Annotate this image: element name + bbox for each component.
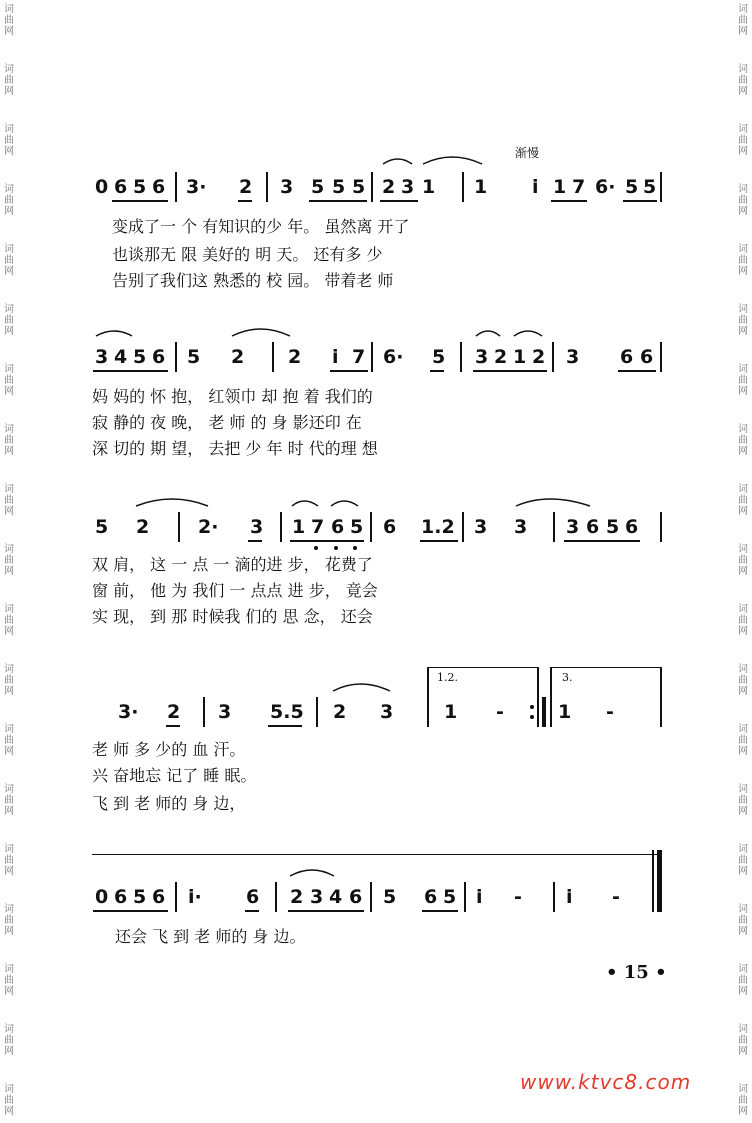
slur-marks	[0, 880, 752, 920]
watermark-stamp: 词 曲 网	[738, 364, 748, 397]
final-barline-thick	[657, 850, 662, 912]
note: 7	[352, 346, 366, 368]
note: 3	[566, 346, 580, 368]
note: 5	[443, 886, 457, 908]
note: 2	[239, 176, 253, 198]
barline	[462, 512, 464, 542]
watermark-stamp: 词 曲 网	[738, 664, 748, 697]
watermark-stamp: 词 曲 网	[738, 304, 748, 337]
note: -	[496, 701, 504, 723]
watermark-stamp: 词 曲 网	[4, 424, 14, 457]
underline	[309, 200, 367, 202]
volta-bracket	[428, 667, 538, 668]
final-barline-thin	[652, 850, 654, 912]
barline	[203, 697, 205, 727]
low-dot	[353, 546, 357, 550]
watermark-stamp: 词 曲 网	[738, 604, 748, 637]
website-watermark: www.ktvc8.com	[520, 1070, 692, 1094]
lyric-line: 也谈那无 限 美好的 明 天。 还有多 少	[112, 245, 383, 264]
watermark-stamp: 词 曲 网	[738, 184, 748, 217]
underline	[268, 725, 302, 727]
note: -	[514, 886, 522, 908]
note: 6	[620, 346, 634, 368]
slur-marks	[0, 510, 752, 550]
watermark-stamp: 词 曲 网	[4, 604, 14, 637]
note: 6	[331, 516, 345, 538]
note: i	[532, 176, 539, 198]
note: 6	[152, 176, 166, 198]
note: 5	[133, 176, 147, 198]
barline	[550, 667, 552, 727]
watermark-stamp: 词 曲 网	[4, 4, 14, 37]
note: 5	[95, 516, 109, 538]
note: 5	[350, 516, 364, 538]
barline	[660, 172, 662, 202]
lyric-line: 双 肩， 这 一 点 一 滴的进 步， 花费了	[92, 555, 373, 574]
note: 3·	[118, 701, 139, 723]
watermark-stamp: 词 曲 网	[738, 244, 748, 277]
barline	[370, 512, 372, 542]
slur-marks	[0, 170, 752, 210]
underline	[473, 370, 547, 372]
note: 3	[95, 346, 109, 368]
note: i	[476, 886, 483, 908]
watermark-stamp: 词 曲 网	[738, 1024, 748, 1057]
note: 5	[643, 176, 657, 198]
watermark-stamp: 词 曲 网	[4, 304, 14, 337]
barline	[552, 342, 554, 372]
underline	[380, 200, 418, 202]
note: 0	[95, 886, 109, 908]
note: 3	[566, 516, 580, 538]
underline	[93, 370, 168, 372]
note: 2	[532, 346, 546, 368]
note: 5	[352, 176, 366, 198]
watermark-stamp: 词 曲 网	[4, 784, 14, 817]
note: 6	[152, 346, 166, 368]
note: 3	[250, 516, 264, 538]
volta-label: 3.	[562, 671, 573, 684]
note: i·	[188, 886, 202, 908]
watermark-stamp: 词 曲 网	[738, 964, 748, 997]
watermark-stamp: 词 曲 网	[738, 844, 748, 877]
note: 1.2	[421, 516, 455, 538]
barline	[462, 172, 464, 202]
note: 2	[382, 176, 396, 198]
barline	[316, 697, 318, 727]
tempo-mark: 渐慢	[515, 146, 540, 160]
underline	[290, 540, 364, 542]
note: 1	[422, 176, 436, 198]
note: 1	[513, 346, 527, 368]
repeat-dot	[530, 705, 534, 709]
barline	[175, 172, 177, 202]
lyric-line: 实 现， 到 那 时候我 们的 思 念， 还会	[92, 607, 373, 626]
watermark-stamp: 词 曲 网	[4, 64, 14, 97]
note: 3	[514, 516, 528, 538]
section-line	[92, 854, 662, 855]
note: 5	[625, 176, 639, 198]
note: 6	[586, 516, 600, 538]
barline	[537, 667, 539, 727]
note: 4	[114, 346, 128, 368]
note: 5	[383, 886, 397, 908]
barline	[371, 172, 373, 202]
barline	[553, 882, 555, 912]
underline	[430, 370, 444, 372]
watermark-stamp: 词 曲 网	[4, 844, 14, 877]
repeat-dot	[530, 715, 534, 719]
lyric-line: 还会 飞 到 老 师的 身 边。	[115, 927, 306, 946]
note: 6	[349, 886, 363, 908]
barline	[275, 882, 277, 912]
underline	[112, 200, 168, 202]
lyric-line: 妈 妈的 怀 抱， 红领巾 却 抱 着 我们的	[92, 387, 373, 406]
lyric-line: 兴 奋地忘 记了 睡 眠。	[92, 766, 257, 785]
note: i	[566, 886, 573, 908]
volta-label: 1.2.	[437, 671, 458, 684]
note: 6	[424, 886, 438, 908]
note: 3	[218, 701, 232, 723]
note: 5	[332, 176, 346, 198]
watermark-stamp: 词 曲 网	[738, 904, 748, 937]
note: 2·	[198, 516, 219, 538]
note: 6·	[595, 176, 616, 198]
underline	[564, 540, 640, 542]
underline	[238, 200, 252, 202]
watermark-stamp: 词 曲 网	[4, 664, 14, 697]
underline	[623, 200, 657, 202]
note: 5.5	[270, 701, 304, 723]
underline	[166, 725, 180, 727]
note: -	[612, 886, 620, 908]
underline	[288, 910, 364, 912]
underline	[248, 540, 262, 542]
barline	[460, 342, 462, 372]
lyric-line: 老 师 多 少的 血 汗。	[92, 740, 246, 759]
page-number: • 15 •	[606, 962, 667, 983]
underline	[93, 910, 168, 912]
barline	[660, 512, 662, 542]
watermark-stamp: 词 曲 网	[4, 484, 14, 517]
note: -	[606, 701, 614, 723]
note: 5	[606, 516, 620, 538]
note: 2	[136, 516, 150, 538]
note: 0	[95, 176, 109, 198]
note: i	[332, 346, 339, 368]
note: 5	[187, 346, 201, 368]
watermark-stamp: 词 曲 网	[4, 544, 14, 577]
note: 3	[310, 886, 324, 908]
note: 2	[231, 346, 245, 368]
low-dot	[314, 546, 318, 550]
note: 7	[572, 176, 586, 198]
watermark-stamp: 词 曲 网	[738, 124, 748, 157]
note: 1	[444, 701, 458, 723]
barline	[660, 342, 662, 372]
underline	[245, 910, 259, 912]
barline	[660, 667, 662, 727]
barline	[427, 667, 429, 727]
note: 2	[288, 346, 302, 368]
underline	[551, 200, 587, 202]
barline	[542, 697, 546, 727]
watermark-stamp: 词 曲 网	[738, 544, 748, 577]
barline	[464, 882, 466, 912]
note: 2	[290, 886, 304, 908]
note: 6·	[383, 346, 404, 368]
note: 6	[383, 516, 397, 538]
watermark-stamp: 词 曲 网	[738, 484, 748, 517]
note: 7	[311, 516, 325, 538]
watermark-stamp: 词 曲 网	[738, 724, 748, 757]
underline	[422, 910, 458, 912]
watermark-stamp: 词 曲 网	[4, 124, 14, 157]
volta-bracket	[550, 667, 662, 668]
note: 1	[558, 701, 572, 723]
lyric-line: 飞 到 老 师的 身 边，	[92, 794, 246, 813]
watermark-stamp: 词 曲 网	[738, 4, 748, 37]
note: 3	[280, 176, 294, 198]
note: 5	[133, 886, 147, 908]
low-dot	[334, 546, 338, 550]
underline	[618, 370, 656, 372]
watermark-stamp: 词 曲 网	[738, 1084, 748, 1117]
watermark-stamp: 词 曲 网	[738, 784, 748, 817]
note: 6	[152, 886, 166, 908]
note: 1	[553, 176, 567, 198]
lyric-line: 深 切的 期 望， 去把 少 年 时 代的理 想	[92, 439, 378, 458]
watermark-stamp: 词 曲 网	[4, 1084, 14, 1117]
lyric-line: 窗 前， 他 为 我们 一 点点 进 步， 竟会	[92, 581, 378, 600]
note: 3	[380, 701, 394, 723]
note: 6	[114, 886, 128, 908]
note: 2	[494, 346, 508, 368]
note: 3·	[186, 176, 207, 198]
barline	[175, 342, 177, 372]
note: 5	[432, 346, 446, 368]
watermark-stamp: 词 曲 网	[4, 1024, 14, 1057]
note: 1	[474, 176, 488, 198]
note: 5	[133, 346, 147, 368]
note: 2	[167, 701, 181, 723]
note: 4	[329, 886, 343, 908]
watermark-stamp: 词 曲 网	[4, 184, 14, 217]
watermark-stamp: 词 曲 网	[4, 244, 14, 277]
underline	[420, 540, 458, 542]
note: 2	[333, 701, 347, 723]
watermark-stamp: 词 曲 网	[4, 964, 14, 997]
note: 6	[114, 176, 128, 198]
watermark-stamp: 词 曲 网	[4, 724, 14, 757]
note: 3	[474, 516, 488, 538]
lyric-line: 寂 静的 夜 晚， 老 师 的 身 影还印 在	[92, 413, 362, 432]
note: 6	[625, 516, 639, 538]
watermark-stamp: 词 曲 网	[4, 364, 14, 397]
underline	[330, 370, 368, 372]
watermark-stamp: 词 曲 网	[738, 64, 748, 97]
note: 5	[311, 176, 325, 198]
slur-marks	[0, 695, 752, 735]
watermark-stamp: 词 曲 网	[4, 904, 14, 937]
barline	[370, 882, 372, 912]
note: 6	[246, 886, 260, 908]
barline	[371, 342, 373, 372]
barline	[178, 512, 180, 542]
note: 3	[401, 176, 415, 198]
note: 1	[292, 516, 306, 538]
barline	[553, 512, 555, 542]
barline	[175, 882, 177, 912]
watermark-stamp: 词 曲 网	[738, 424, 748, 457]
note: 6	[640, 346, 654, 368]
barline	[266, 172, 268, 202]
barline	[280, 512, 282, 542]
note: 3	[475, 346, 489, 368]
lyric-line: 变成了一 个 有知识的少 年。 虽然离 开了	[112, 217, 410, 236]
lyric-line: 告别了我们这 熟悉的 校 园。 带着老 师	[112, 271, 394, 290]
barline	[272, 342, 274, 372]
